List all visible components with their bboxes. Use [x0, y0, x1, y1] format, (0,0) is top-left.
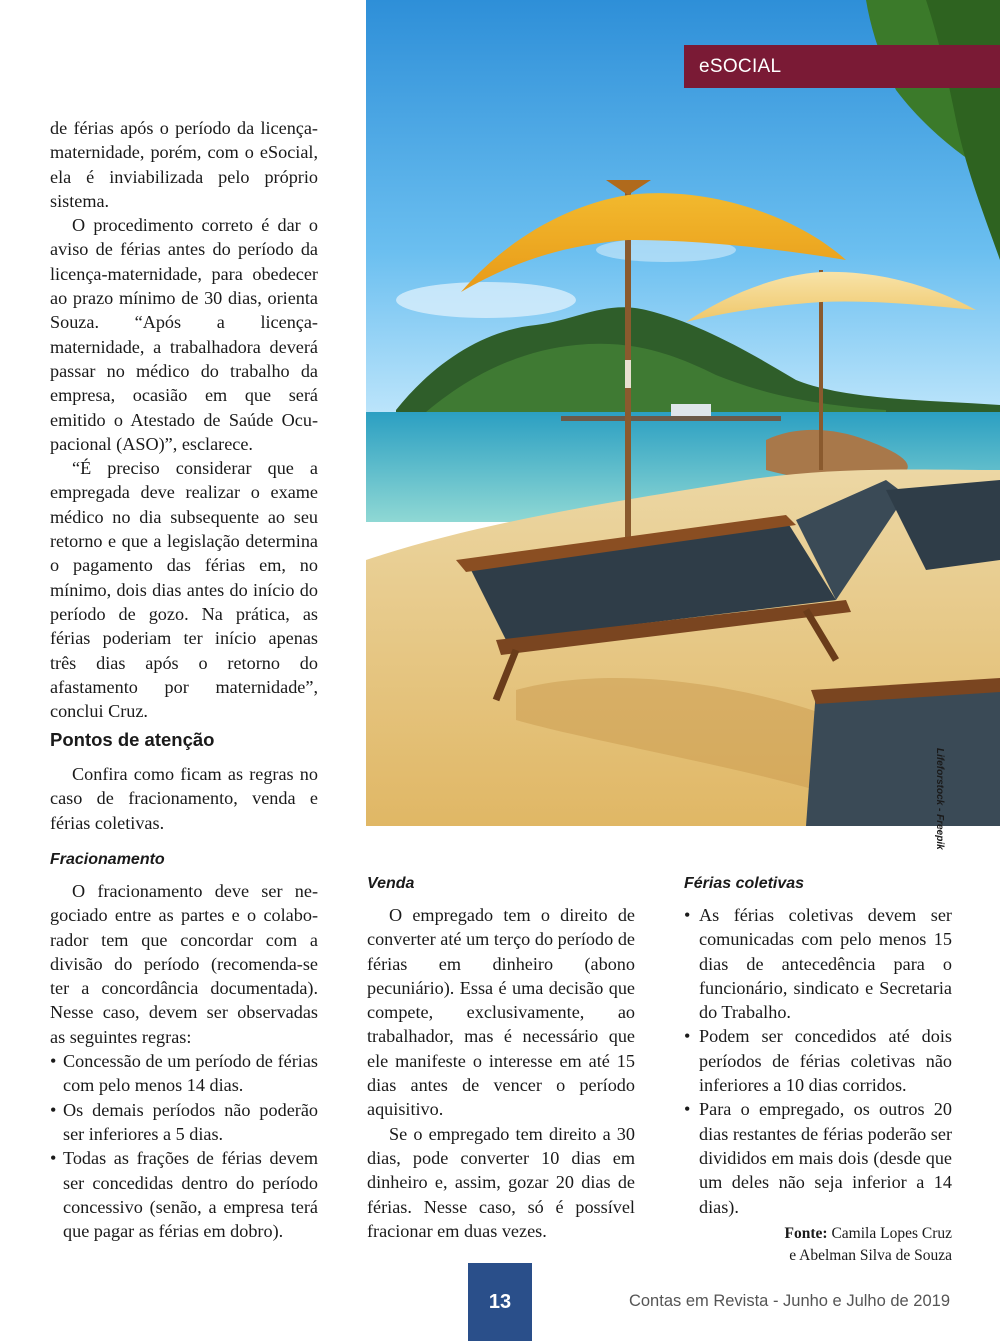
venda-section [367, 873, 635, 1243]
sub-heading: Fracionamento [50, 851, 165, 868]
list-item: • Podem ser concedidos até dois períodos de férias coletivas não inferiores a 10 dias corridos. [684, 1024, 952, 1097]
beach-photo [366, 0, 1000, 826]
bullet-list [50, 1049, 318, 1243]
fracionamento-section [50, 849, 318, 1243]
paragraph: Confira como ficam as regras no caso de fracionamento, venda e férias coletivas. [50, 764, 318, 833]
source-line-1: Camila Lopes Cruz [831, 1224, 952, 1242]
list-item: • Os demais períodos não poderão ser inferiores a 5 dias. [50, 1098, 318, 1147]
source-line-2: e Abelman Silva de Souza [789, 1246, 952, 1264]
section-tab-label: eSOCIAL [699, 55, 782, 77]
paragraph: de férias após o período da licença-maternidade, porém, com o eSocial, ela é inviabilizada pelo próprio sistema. [50, 118, 318, 211]
list-item: • Concessão de um período de férias com pelo menos 14 dias. [50, 1049, 318, 1098]
photo-credit: Lifeforstock - Freepik [934, 748, 945, 850]
publication-footer: Contas em Revista - Junho e Julho de 2019 [628, 1292, 950, 1310]
ferias-coletivas-section [684, 873, 952, 1267]
list-item: • Para o empregado, os outros 20 dias restantes de férias poderão ser divididos em mais dois (desde que um deles não seja inferior a 14 dias). [684, 1097, 952, 1218]
sub-heading: Venda [367, 875, 415, 892]
pontos-intro [50, 762, 318, 835]
section-tab [684, 45, 1000, 88]
list-item: • Todas as frações de férias devem ser concedidas dentro do período concessivo (senão, a empresa terá que pagar as férias em dobro). [50, 1146, 318, 1243]
left-column [50, 116, 318, 723]
paragraph: O fracionamento deve ser negociado entre as partes e o colaborador tem que concordar com a divisão do período (recomenda-se ter a concordância documentada). Nesse caso, devem ser observadas as seguintes regras: [50, 881, 318, 1047]
page-number-box [468, 1263, 532, 1341]
bullet-list [684, 903, 952, 1219]
paragraph: O procedimento correto é dar o aviso de férias antes do período da licença-maternidade, para obedecer ao prazo mínimo de 30 dias, orienta Souza. “Após a licença-maternidade, a trabalhadora deverá passar no médico do trabalho da empresa, ocasião em que será emitido o Atestado de Saúde Ocupacional (ASO)”, esclarece. [50, 215, 318, 454]
source-label: Fonte: [784, 1224, 828, 1242]
section-heading: Pontos de atenção [50, 729, 215, 750]
paragraph: Se o empregado tem direito a 30 dias, pode converter 10 dias em dinheiro e, assim, gozar 20 dias de férias. Nesse caso, só é possível fracionar em duas vezes. [367, 1123, 635, 1241]
source-credit [684, 1223, 952, 1267]
paragraph: O empregado tem o direito de converter até um terço do período de férias em dinheiro (abono pecuniário). Essa é uma decisão que compete, exclusivamente, ao trabalhador, mas é necessário que ele manifeste o interesse em até 15 dias antes de vencer o período aquisitivo. [367, 905, 635, 1120]
page-number: 13 [488, 1290, 512, 1313]
list-item: • As férias coletivas devem ser comunicadas com pelo menos 15 dias de antecedência para o funcionário, sindicato e Secretaria do Trabalho. [684, 903, 952, 1024]
sub-heading: Férias coletivas [684, 875, 805, 892]
paragraph: “É preciso considerar que a empregada deve realizar o exame médico no dia subsequente ao seu retorno e que a legislação determina o pagamento das férias em, no mínimo, dois dias antes do início do período de gozo. Na prática, as férias poderiam ter início apenas três dias após o retorno do afastamento por maternidade”, conclui Cruz. [50, 458, 318, 722]
